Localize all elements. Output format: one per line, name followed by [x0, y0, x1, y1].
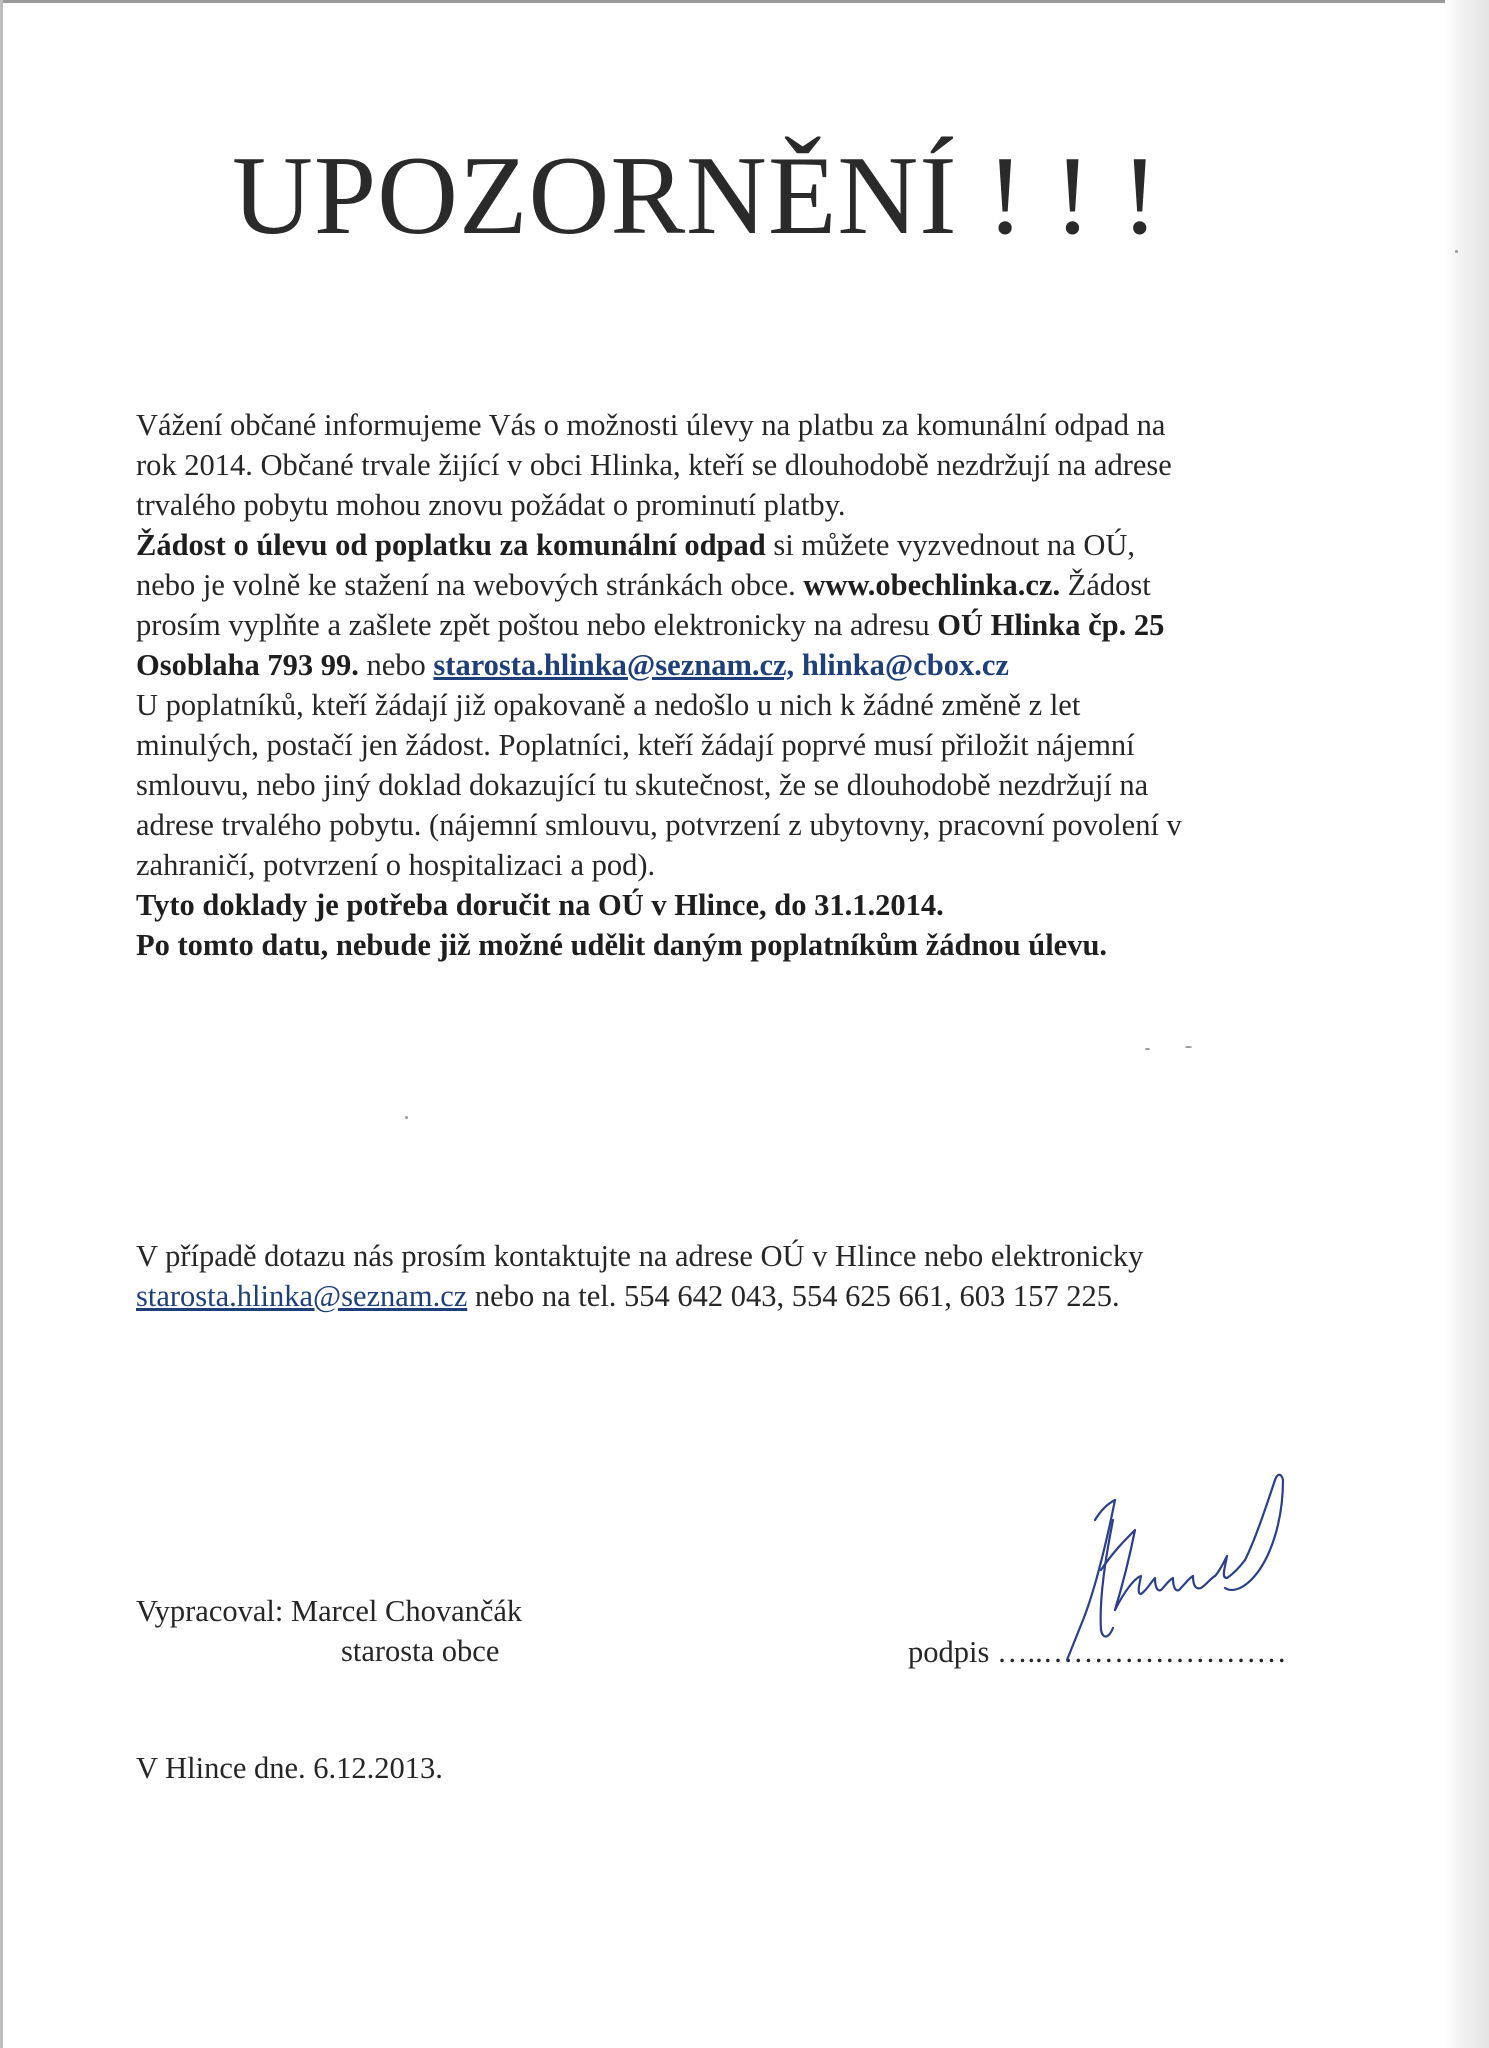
page-title: UPOZORNĚNÍ ! ! ! — [232, 134, 1160, 258]
contact-block — [136, 1236, 1143, 1316]
author-block — [136, 1591, 522, 1671]
contact-email-link[interactable]: starosta.hlinka@seznam.cz — [136, 1279, 468, 1313]
issue-date: V Hlince dne. 6.12.2013. — [136, 1751, 443, 1785]
deadline-line: Tyto doklady je potřeba doručit na OÚ v Hlince, do 31.1.2014. — [136, 888, 944, 922]
scan-edge-left — [0, 0, 3, 2048]
paragraph-line-5-end: Žádost — [1060, 568, 1151, 602]
paragraph-line-5 — [136, 565, 1346, 605]
warning-line: Po tomto datu, nebude již možné udělit daným poplatníkům žádnou úlevu. — [136, 928, 1108, 962]
paragraph-line-5-start: nebo je volně ke stažení na webových stránkách obce. — [136, 568, 804, 602]
notice-paragraph — [136, 405, 1346, 965]
paragraph-line-6-start: prosím vyplňte a zašlete zpět poštou nebo elektronicky na adresu — [136, 608, 938, 642]
paragraph-line-7-mid: nebo — [358, 648, 434, 682]
scan-speck — [405, 1116, 408, 1119]
email-link-starosta[interactable]: starosta.hlinka@seznam.cz, — [433, 648, 795, 682]
contact-line-1: V případě dotazu nás prosím kontaktujte na adrese OÚ v Hlince nebo elektronicky — [136, 1239, 1144, 1273]
scan-speck — [1185, 1046, 1192, 1048]
scan-speck — [1145, 1048, 1150, 1050]
office-address: OÚ Hlinka čp. 25 — [937, 608, 1165, 642]
paragraph-line-7 — [136, 645, 1346, 685]
scan-speck — [1455, 250, 1458, 253]
paragraph-line-9: minulých, postačí jen žádost. Poplatníci, kteří žádají poprvé musí přiložit nájemní — [136, 728, 1135, 762]
postal-address: Osoblaha 793 99. — [136, 648, 359, 682]
paragraph-line-3: trvalého pobytu mohou znovu požádat o prominutí platby. — [136, 488, 846, 522]
signature-dots: …..…………………… — [996, 1635, 1287, 1669]
paragraph-line-8: U poplatníků, kteří žádají již opakovaně a nedošlo u nich k žádné změně z let — [136, 688, 1081, 722]
contact-line-2 — [136, 1276, 1143, 1316]
request-form-name: Žádost o úlevu od poplatku za komunální odpad — [136, 528, 766, 562]
paragraph-line-2: rok 2014. Občané trvale žijící v obci Hlinka, kteří se dlouhodobě nezdržují na adrese — [136, 448, 1172, 482]
paragraph-line-11: adrese trvalého pobytu. (nájemní smlouvu, potvrzení z ubytovny, pracovní povolení v — [136, 808, 1182, 842]
paragraph-line-7-space — [794, 648, 802, 682]
paragraph-line-6 — [136, 605, 1346, 645]
scan-edge-right — [1445, 0, 1489, 2048]
handwritten-signature — [1055, 1460, 1305, 1675]
paragraph-line-4-rest: si můžete vyzvednout na OÚ, — [765, 528, 1136, 562]
paragraph-line-12: zahraničí, potvrzení o hospitalizaci a pod). — [136, 848, 656, 882]
website-link[interactable]: www.obechlinka.cz. — [803, 568, 1061, 602]
signature-label: podpis — [908, 1635, 997, 1669]
email-link-cbox[interactable]: hlinka@cbox.cz — [801, 648, 1009, 682]
scan-edge-top — [0, 0, 1489, 3]
contact-phones: nebo na tel. 554 642 043, 554 625 661, 603 157 225. — [467, 1279, 1120, 1313]
author-name: Vypracoval: Marcel Chovančák — [136, 1594, 523, 1628]
paragraph-line-1: Vážení občané informujeme Vás o možnosti úlevy na platbu za komunální odpad na — [136, 408, 1166, 442]
paragraph-line-4 — [136, 525, 1346, 565]
author-role: starosta obce — [341, 1634, 500, 1668]
paragraph-line-10: smlouvu, nebo jiný doklad dokazující tu skutečnost, že se dlouhodobě nezdržují na — [136, 768, 1149, 802]
